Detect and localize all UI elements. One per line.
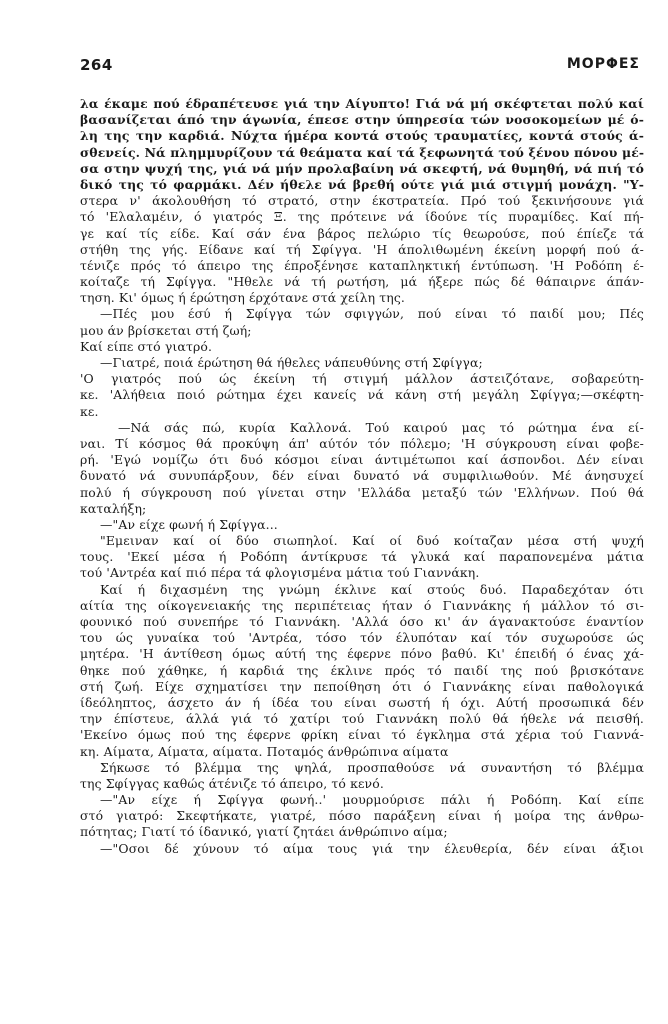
text-line: —Νά σάς πώ, κυρία Καλλονά. Τού καιρού μας τό ρώτημα ένα εί- bbox=[118, 419, 644, 435]
text-line: σα στην ψυχή της, γιά νά μήν προλαβαίνη νά σκεφτή, νά θυμηθή, νά πιή τό bbox=[80, 160, 644, 176]
text-line: σθενείς. Νά πλημμυρίζουν τά θεάματα καί τά ξεφωνητά τού ξένου πόνου μέ- bbox=[80, 144, 644, 160]
text-line: τηση. Κι' όμως ή έρώτηση έρχότανε στά χείλη της. bbox=[80, 290, 406, 306]
text-line: βασανίζεται άπό την άγωνία, έπεσε στην ύπηρεσία τών νοσοκομείων μέ ό- bbox=[80, 112, 644, 128]
text-line: —"Αν είχε φωνή ή Σφίγγα... bbox=[100, 516, 278, 532]
text-line: στερα ν' άκολουθήση τό στρατό, στην έκστρατεία. Πρό τού ξεκινήσουνε γιά bbox=[80, 193, 644, 209]
text-line: —"Αν είχε ή Σφίγγα φωνή..' μουρμούρισε πάλι ή Ροδόπη. Καί είπε bbox=[100, 792, 644, 808]
text-line: της Σφίγγας καθώς άτένιζε τό άπειρο, τό κενό. bbox=[80, 775, 384, 791]
text-line: ναι. Τί κόσμος θά προκύψη άπ' αύτόν τόν πόλεμο; 'Η σύγκρουση είναι φοβε- bbox=[80, 435, 644, 451]
text-line: γε καί τίς είδε. Καί σάν ένα βάρος πελώριο τίς θεωρούσε, πού έπίεζε τά bbox=[80, 225, 644, 241]
text-line: την έπίστευε, άλλά γιά τό χατίρι τού Γιαννάκη πολύ θά ήθελε νά πεισθή. bbox=[80, 711, 644, 727]
text-line: Καί είπε στό γιατρό. bbox=[80, 338, 213, 354]
running-title: ΜΟΡΦΕΣ bbox=[566, 56, 640, 72]
text-line: στή ζωή. Είχε σχηματίσει την πεποίθηση ότι ό Γιαννάκης είναι παθολογικά bbox=[80, 678, 644, 694]
text-line: τένιζε πρός τό άπειρο της έπροξένησε καταπληκτική έντύπωση. 'Η Ροδόπη έ- bbox=[80, 257, 644, 273]
text-line: τού 'Αντρέα καί πιό πέρα τά φλογισμένα μάτια τού Γιαννάκη. bbox=[80, 565, 480, 581]
text-line: πότητας; Γιατί τό ίδανικό, γιατί ζητάει άνθρώπινο αίμα; bbox=[80, 824, 448, 840]
text-line: κε. 'Αλήθεια ποιό ρώτημα έχει κανείς νά κάνη στή μεγάλη Σφίγγα;—σκέφτη- bbox=[80, 387, 644, 403]
page-header bbox=[80, 56, 640, 78]
text-line: δικό της τό φαρμάκι. Δέν ήθελε νά βρεθή ούτε γιά μιά στιγμή μονάχη. "Υ- bbox=[80, 176, 644, 192]
text-line: θηκε πού χάθηκε, ή καρδιά της έκλινε πρός τό παιδί της πού βρισκότανε bbox=[80, 662, 644, 678]
body-text bbox=[80, 96, 644, 857]
text-line: —"Οσοι δέ χύνουν τό αίμα τους γιά την έλευθερία, δέν είναι άξιοι bbox=[100, 840, 644, 856]
text-line: 'Ο γιατρός πού ώς έκείνη τή στιγμή μάλλον άστειζότανε, σοβαρεύτη- bbox=[80, 371, 644, 387]
text-line: "Εμειναν καί οί δύο σιωπηλοί. Καί οί δυό κοίταζαν μέσα στή ψυχή bbox=[100, 533, 644, 549]
text-line: λη της την καρδιά. Νύχτα ήμέρα κοντά στούς τραυματίες, κοντά στούς ά- bbox=[80, 128, 644, 144]
text-line: στήθη της γής. Είδανε καί τή Σφίγγα. 'Η άπολιθωμένη έκείνη μορφή πού ά- bbox=[80, 241, 644, 257]
text-line: κη. Αίματα, Αίματα, αίματα. Ποταμός άνθρώπινα αίματα bbox=[80, 743, 449, 759]
text-line: ρή. 'Εγώ νομίζω ότι δυό κόσμοι είναι άντιμέτωποι καί άσπονδοι. Δέν είναι bbox=[80, 452, 644, 468]
text-line: καταλήξη; bbox=[80, 500, 147, 516]
page-number: 264 bbox=[80, 56, 113, 74]
text-line: στό γιατρό: Σκεφτήκατε, γιατρέ, πόσο παράξενη είναι ή μοίρα της άνθρω- bbox=[80, 808, 644, 824]
text-line: τους. 'Εκεί μέσα ή Ροδόπη άντίκρυσε τά γλυκά καί παραπονεμένα μάτια bbox=[80, 549, 644, 565]
text-line: Σήκωσε τό βλέμμα της ψηλά, προσπαθούσε νά συναντήση τό βλέμμα bbox=[100, 759, 644, 775]
text-line: πολύ ή σύγκρουση πού γίνεται στην 'Ελλάδα μεταξύ τών 'Ελλήνων. Πού θά bbox=[80, 484, 644, 500]
text-line: 'Εκείνο όμως πού της έφερνε φρίκη είναι τό έγκλημα στά χέρια τού Γιαννά- bbox=[80, 727, 644, 743]
text-line: Καί ή διχασμένη της γνώμη έκλινε καί στούς δυό. Παραδεχόταν ότι bbox=[100, 581, 644, 597]
text-line: φουνικό πού συνεπήρε τό Γιαννάκη. 'Αλλά όσο κι' άν άγανακτούσε έναντίον bbox=[80, 614, 644, 629]
text-line: αίτία της οίκογενειακής της περιπέτειας ήταν ό Γιαννάκης ή μάλλον τό σι- bbox=[80, 597, 644, 613]
text-line: λα έκαμε πού έδραπέτευσε γιά την Αίγυπτο! Γιά νά μή σκέφτεται πολύ καί bbox=[80, 96, 644, 111]
text-line: κε. bbox=[80, 403, 99, 419]
text-line: δυνατό νά συνυπάρξουν, δέν είναι δυνατό νά συμφιλιωθούν. Μέ άνησυχεί bbox=[80, 468, 644, 484]
text-line: —Γιατρέ, ποιά έρώτηση θά ήθελες νάπευθύνης στή Σφίγγα; bbox=[100, 355, 483, 370]
text-line: κοίταζε τή Σφίγγα. "Ηθελε νά τή ρωτήση, μά ήξερε πώς δέ θάπαιρνε άπάν- bbox=[80, 274, 644, 290]
text-line: τό 'Ελαλαμέιν, ό γιατρός Ξ. της πρότεινε νά ίδούνε τίς πυραμίδες. Καί πή- bbox=[80, 209, 644, 225]
text-line: μου άν βρίσκεται στή ζωή; bbox=[80, 322, 252, 338]
text-line: του ώς γυναίκα τού 'Αντρέα, τόσο τόν έλυπόταν καί τόν συχωρούσε ώς bbox=[80, 630, 644, 646]
text-line: —Πές μου έσύ ή Σφίγγα τών σφιγγών, πού είναι τό παιδί μου; Πές bbox=[100, 306, 644, 322]
text-line: ίδεόληπτος, άσχετο άν ή ίδέα του είναι σωστή ή όχι. Αύτή προσωπικά δέν bbox=[80, 694, 644, 710]
text-line: μητέρα. 'Η άντίθεση όμως αύτή της έφερνε πόνο βαθύ. Κι' έπειδή ό ένας χά- bbox=[80, 646, 644, 662]
